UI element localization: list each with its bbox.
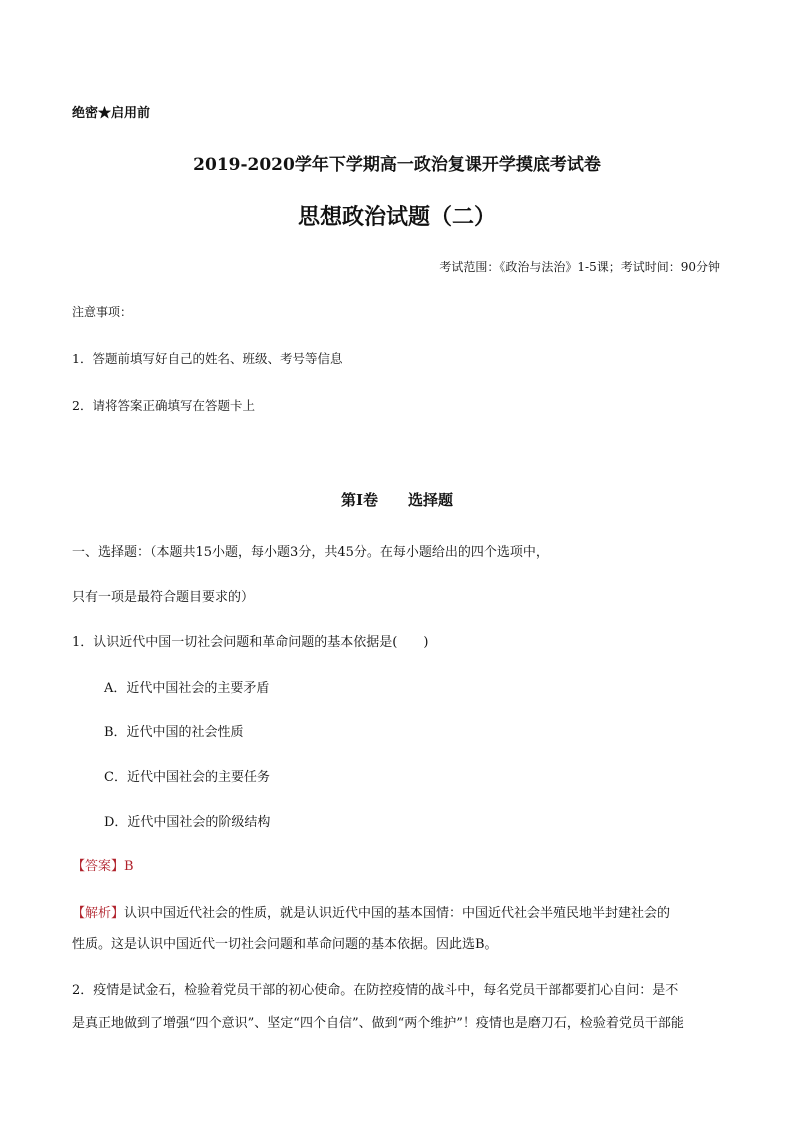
notes-title: 注意事项：	[72, 305, 133, 319]
question-1-option-d: D．近代中国社会的阶级结构	[104, 815, 271, 830]
exam-scope: 考试范围：《政治与法治》1-5课；考试时间：90分钟	[439, 260, 720, 274]
note-item: 2．请将答案正确填写在答题卡上	[72, 398, 255, 413]
instructions-line: 一、选择题：（本题共15小题，每小题3分，共45分。在每小题给出的四个选项中，	[72, 545, 549, 560]
section-name: 选择题	[408, 491, 454, 509]
subject-title: 思想政治试题（二）	[297, 205, 496, 230]
section-part: 第I卷	[340, 491, 378, 509]
analysis-label: 【解析】	[72, 906, 125, 921]
exam-title: 2019-2020学年下学期高一政治复课开学摸底考试卷	[193, 155, 601, 175]
section-title	[0, 489, 794, 510]
question-1-option-c: C．近代中国社会的主要任务	[104, 770, 270, 785]
analysis-text: 认识中国近代社会的性质，就是认识近代中国的基本国情：中国近代社会半殖民地半封建社会的	[124, 906, 671, 921]
question-1-analysis	[72, 902, 670, 921]
note-item: 1．答题前填写好自己的姓名、班级、考号等信息	[72, 351, 343, 366]
question-2-line: 是真正地做到了增强“四个意识”、坚定“四个自信”、做到“两个维护”！疫情也是磨刀石，检验着党员干部能	[72, 1016, 684, 1031]
answer-value: B	[124, 859, 134, 874]
question-1-option-b: B．近代中国的社会性质	[104, 725, 244, 740]
instructions-line: 只有一项是最符合题目要求的）	[72, 590, 255, 605]
confidential-mark: 绝密★启用前	[72, 106, 151, 121]
answer-label: 【答案】	[72, 859, 125, 874]
question-1-answer	[72, 855, 134, 874]
question-1-stem: 1．认识近代中国一切社会问题和革命问题的基本依据是( )	[72, 635, 429, 650]
question-1-analysis-cont: 性质。这是认识中国近代一切社会问题和革命问题的基本依据。因此选B。	[72, 937, 498, 952]
question-2-line: 2．疫情是试金石，检验着党员干部的初心使命。在防控疫情的战斗中，每名党员干部都要扪心自问：是不	[72, 983, 679, 998]
question-1-option-a: A．近代中国社会的主要矛盾	[104, 681, 270, 696]
